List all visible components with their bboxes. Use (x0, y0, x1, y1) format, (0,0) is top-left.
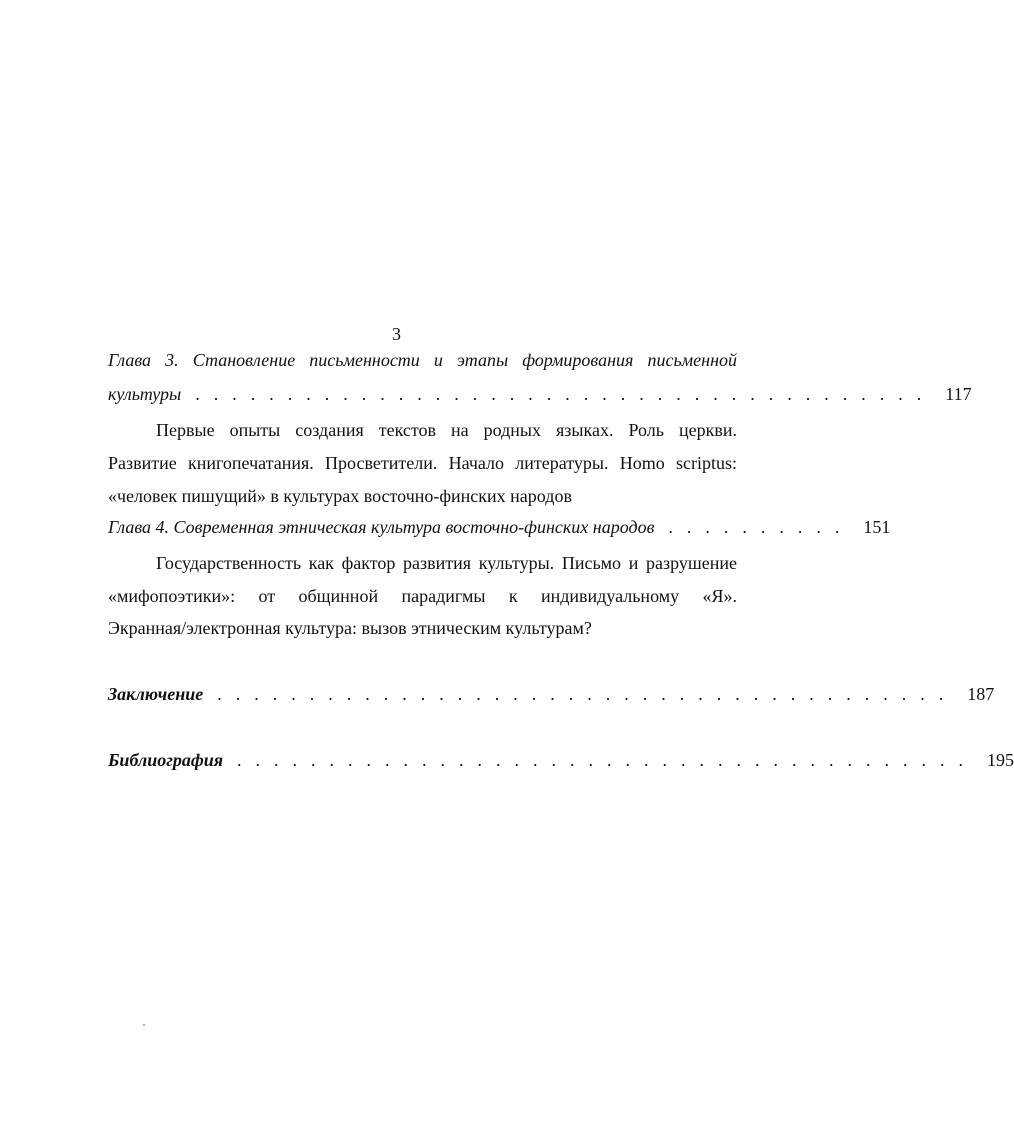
bibliography-title: Библиография (108, 750, 224, 770)
dot-leader: ........................................ (195, 384, 936, 404)
chapter3-summary-line1: Первые опыты создания текстов на родных языках. Роль церкви. (156, 420, 737, 440)
scan-speck (143, 1024, 145, 1026)
chapter3-summary-line2: Развитие книгопечатания. Просветители. Начало литературы. Homo scriptus: (108, 453, 737, 473)
chapter4-summary-line1: Государственность как фактор развития культуры. Письмо и разрушение (156, 553, 737, 573)
conclusion-page: 187 (967, 684, 995, 704)
chapter4-page: 151 (863, 517, 891, 537)
toc-entry-conclusion (108, 683, 995, 705)
chapter4-title: Глава 4. Современная этническая культура восточно-финских народов (108, 517, 655, 537)
chapter3-title-line1: Глава 3. Становление письменности и этапы формирования письменной (108, 350, 737, 370)
dot-leader: .......... (668, 517, 854, 537)
dot-leader: ........................................ (237, 750, 978, 770)
chapter4-summary-line3: Экранная/электронная культура: вызов этническим культурам? (108, 618, 592, 638)
toc-entry-bibliography (108, 749, 1014, 771)
toc-entry-chapter4 (108, 516, 891, 538)
conclusion-title: Заключение (108, 684, 204, 704)
dot-leader: ........................................ (217, 684, 958, 704)
chapter3-page: 117 (945, 384, 972, 404)
chapter4-summary-line2: «мифопоэтики»: от общинной парадигмы к индивидуальному «Я». (108, 586, 737, 606)
chapter3-summary-line3: «человек пишущий» в культурах восточно-финских народов (108, 486, 572, 506)
page-number: 3 (392, 324, 401, 344)
chapter3-title-line2: культуры (108, 384, 182, 404)
bibliography-page: 195 (987, 750, 1014, 770)
toc-entry-chapter3 (108, 383, 972, 405)
